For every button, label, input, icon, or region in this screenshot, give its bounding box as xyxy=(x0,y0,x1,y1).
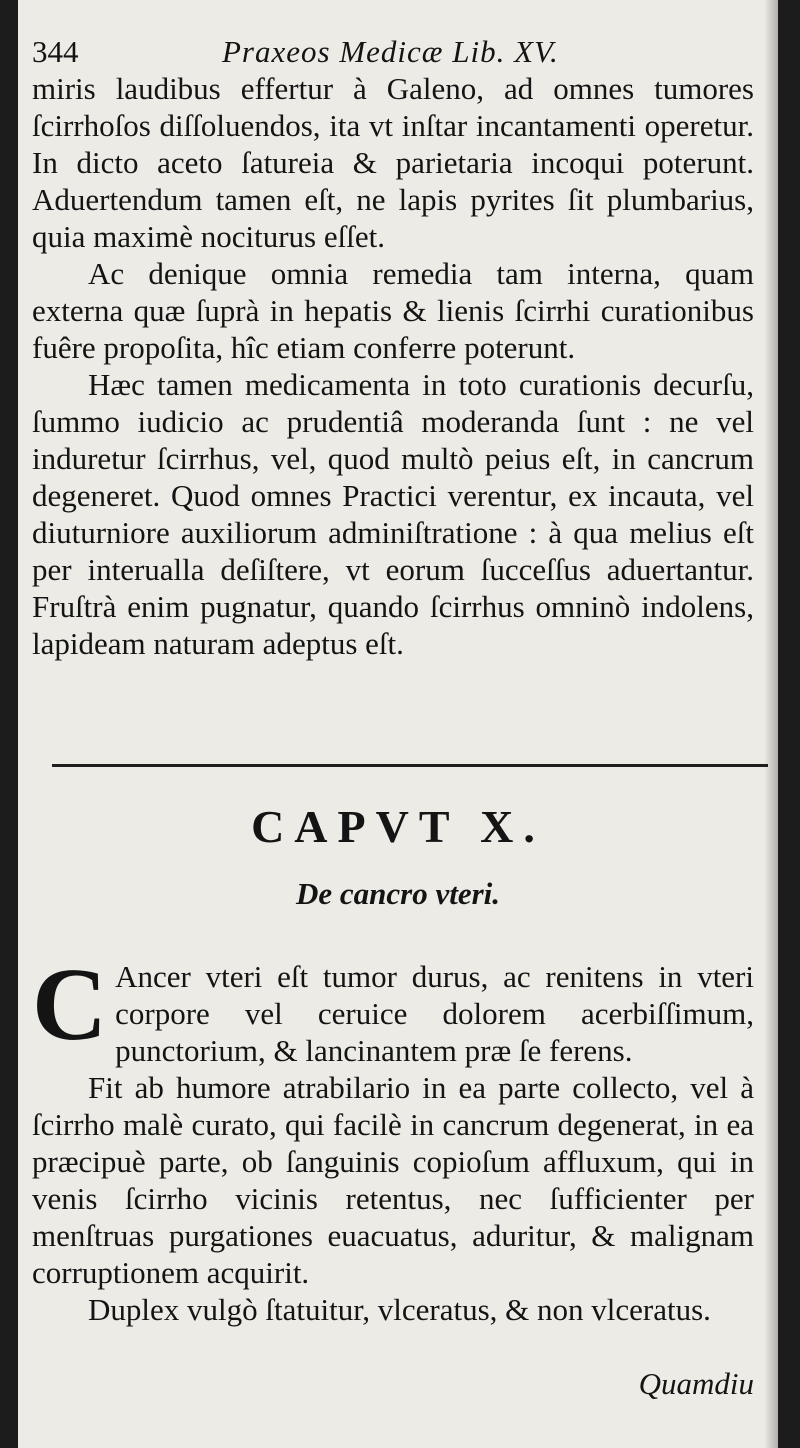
chapter-title: CAPVT X. xyxy=(251,801,545,852)
section-divider xyxy=(52,764,768,767)
page-header xyxy=(32,28,762,76)
paragraph-medicamenta: Hæc tamen medicamenta in toto curationis decurſu, ſummo iudicio ac prudentiâ moderanda ſunt : ne vel induretur ſcirrhus, vel, quod multò peius eſt, in cancrum degeneret. Quod omnes Practici verentur, ex incauta, vel diuturniore auxiliorum adminiſtratione : à qua melius eſt per interualla deſiſtere, vt eorum ſucceſſus aduertantur. Fruſtrà enim pugnatur, quando ſcirrhus omninò indolens, lapideam naturam adeptus eſt. xyxy=(32,367,754,661)
paragraph-causes: Fit ab humore atrabilario in ea parte collecto, vel à ſcirrho malè curato, qui facilè in cancrum degenerat, in ea præcipuè parte, ob ſanguinis copioſum affluxum, qui in venis ſcirrho vicinis retentus, nec ſufficienter per menſtruas purgationes euacuatus, aduritur, & malignam corruptionem acquirit. xyxy=(32,1070,754,1290)
drop-cap: C xyxy=(32,947,108,1062)
page-number: 344 xyxy=(32,34,79,69)
chapter-text-block xyxy=(32,947,754,1328)
top-text-block xyxy=(32,70,754,662)
paragraph-definition xyxy=(32,947,754,1069)
paragraph-remedia: Ac denique omnia remedia tam interna, quam externa quæ ſuprà in hepatis & lienis ſcirrhi curationibus fuêre propoſita, hîc etiam conferre poterunt. xyxy=(32,256,754,365)
book-page xyxy=(18,0,778,1448)
paragraph-continuation: miris laudibus effertur à Galeno, ad omnes tumores ſcirrhoſos diſſoluendos, ita vt inſtar incantamenti operetur. In dicto aceto ſatureia & parietaria incoqui poterunt. Aduertendum tamen eſt, ne lapis pyrites ſit plumbarius, quia maximè nociturus eſſet. xyxy=(32,71,754,254)
running-title: Praxeos Medicæ Lib. XV. xyxy=(222,34,559,69)
catchword: Quamdiu xyxy=(638,1366,754,1401)
paragraph-definition-text: Ancer vteri eſt tumor durus, ac renitens in vteri corpore vel ceruice dolorem acerbiſſimum, punctorium, & lancinantem præ ſe ferens. xyxy=(115,959,754,1068)
chapter-subtitle: De cancro vteri. xyxy=(295,876,501,911)
paragraph-types: Duplex vulgò ſtatuitur, vlceratus, & non vlceratus. xyxy=(88,1292,711,1327)
